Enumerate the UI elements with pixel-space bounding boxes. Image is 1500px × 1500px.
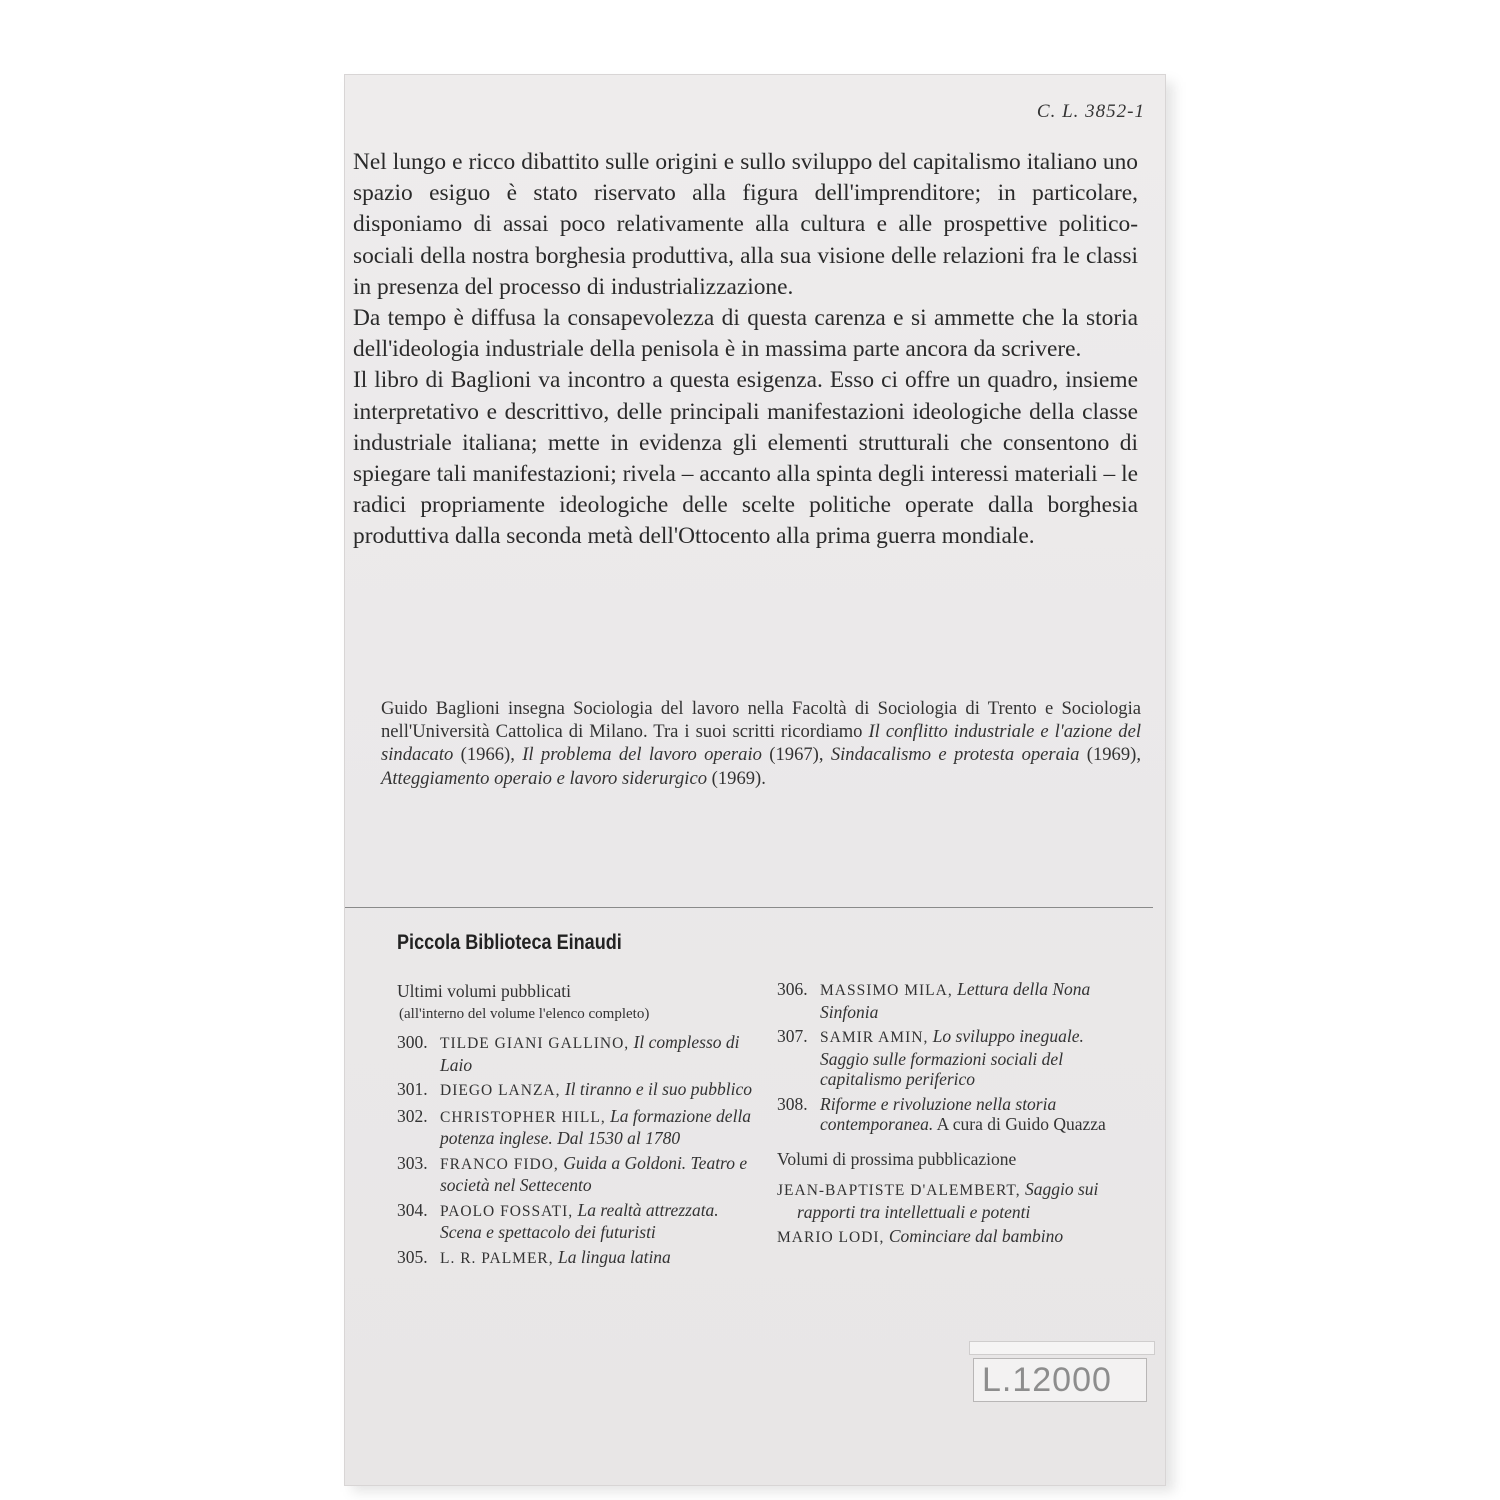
volume-entry xyxy=(397,1032,757,1075)
volume-text xyxy=(440,1153,757,1196)
volume-entry xyxy=(777,979,1129,1022)
volume-number: 307. xyxy=(777,1026,808,1046)
volume-title: Il tiranno e il suo pubblico xyxy=(564,1079,753,1099)
upcoming-text xyxy=(777,1226,1129,1249)
upcoming-title: Cominciare dal bambino xyxy=(888,1226,1064,1246)
volume-entry xyxy=(777,1094,1129,1135)
volume-text xyxy=(440,1200,757,1243)
volume-text xyxy=(820,979,1129,1022)
bio-text: (1966), xyxy=(453,744,523,766)
upcoming-title: Saggio sui rapporti tra intellettuali e potenti xyxy=(797,1179,1099,1222)
price-sticker: L.12000 xyxy=(973,1358,1147,1402)
volume-number: 305. xyxy=(397,1246,428,1267)
volume-title: La formazione della potenza inglese. Dal 1530 al 1780 xyxy=(440,1105,752,1148)
volume-author: L. R. PALMER, xyxy=(440,1249,554,1267)
volume-number: 308. xyxy=(777,1093,808,1114)
upcoming-label: Volumi di prossima pubblicazione xyxy=(777,1148,1017,1169)
volume-entry xyxy=(397,1079,757,1102)
volume-author: FRANCO FIDO, xyxy=(440,1155,559,1173)
blurb-paragraph: Il libro di Baglioni va incontro a questa esigenza. Esso ci offre un quadro, insieme interpretativo e descrittivo, delle principali manifestazioni ideologiche della classe industriale italiana; mette in evidenza gli elementi strutturali che consentono di spiegare tali manifestazioni; rivela – accanto alla spinta degli interessi materiali – le radici propriamente ideologiche delle scelte politiche operate dalla borghesia produttiva dalla seconda metà dell'Ottocento alla prima guerra mondiale. xyxy=(353,367,1138,550)
upcoming-entry xyxy=(777,1179,1129,1222)
volume-text xyxy=(820,1094,1129,1135)
bio-work-title: Sindacalismo e protesta operaia xyxy=(830,744,1080,766)
volume-number: 301. xyxy=(397,1079,428,1099)
volume-title: Il complesso di Laio xyxy=(440,1032,740,1075)
volume-title: La realtà attrezzata. Scena e spettacolo dei futuristi xyxy=(440,1199,719,1242)
volume-author: SAMIR AMIN, xyxy=(820,1029,929,1046)
recent-volumes-left xyxy=(397,981,757,1273)
bio-text: Guido Baglioni insegna Sociologia del lavoro nella Facoltà di Sociologia di Trento e Sociologia nell'Università Cattolica di Milano. Tra i suoi scritti ricordiamo xyxy=(381,698,1141,743)
volume-number: 304. xyxy=(397,1199,428,1220)
volume-text xyxy=(440,1079,757,1102)
recent-volumes-right xyxy=(777,979,1129,1253)
divider-line xyxy=(345,907,1153,908)
volume-author: PAOLO FOSSATI, xyxy=(440,1202,574,1220)
blurb-paragraph: Da tempo è diffusa la consapevolezza di questa carenza e si ammette che la storia dell'ideologia industriale della penisola è in massima parte ancora da scrivere. xyxy=(353,305,1138,363)
volume-entry xyxy=(397,1153,757,1196)
book-back-cover xyxy=(344,74,1166,1486)
volume-entry xyxy=(397,1200,757,1243)
blurb-text xyxy=(353,147,1138,553)
volume-title: Lo sviluppo ineguale. Saggio sulle formazioni sociali del capitalismo periferico xyxy=(820,1026,1084,1089)
volume-entry xyxy=(777,1026,1129,1090)
volume-number: 306. xyxy=(777,979,808,999)
bio-text: (1969). xyxy=(707,767,766,789)
upcoming-volumes xyxy=(777,1149,1129,1249)
volume-number: 302. xyxy=(397,1105,428,1126)
volume-author: TILDE GIANI GALLINO, xyxy=(440,1035,630,1052)
volume-number: 300. xyxy=(397,1032,428,1052)
volume-title: Lettura della Nona Sinfonia xyxy=(820,979,1091,1022)
blurb-paragraph: Nel lungo e ricco dibattito sulle origini e sullo sviluppo del capitalismo italiano uno spazio esiguo è stato riservato alla figura dell'imprenditore; in particolare, disponiamo di assai poco relativamente alla cultura e alle prospettive politico-sociali della nostra borghesia produttiva, alla sua visione delle relazioni fra le classi in presenza del processo di industrializzazione. xyxy=(353,149,1138,300)
volume-text xyxy=(440,1106,757,1149)
volume-entry xyxy=(397,1106,757,1149)
bio-text: (1969), xyxy=(1079,744,1141,766)
price-tag-residue xyxy=(969,1341,1155,1355)
volume-editor: A cura di Guido Quazza xyxy=(936,1114,1106,1134)
volume-text xyxy=(440,1247,757,1270)
volume-text xyxy=(820,1026,1129,1090)
volume-author: DIEGO LANZA, xyxy=(440,1082,561,1099)
upcoming-author: JEAN-BAPTISTE D'ALEMBERT, xyxy=(777,1182,1021,1199)
volume-entry xyxy=(397,1247,757,1270)
volume-author: CHRISTOPHER HILL, xyxy=(440,1108,606,1126)
volume-text xyxy=(440,1032,757,1075)
volume-title: La lingua latina xyxy=(558,1246,671,1267)
volume-title: Riforme e rivoluzione nella storia contemporanea. xyxy=(820,1093,1057,1134)
series-title: Piccola Biblioteca Einaudi xyxy=(397,931,622,954)
catalog-code: C. L. 3852-1 xyxy=(1036,101,1145,122)
upcoming-entry xyxy=(777,1226,1129,1249)
recent-sublabel: (all'interno del volume l'elenco completo) xyxy=(399,1005,650,1022)
volume-author: MASSIMO MILA, xyxy=(820,982,953,999)
bio-work-title: Atteggiamento operaio e lavoro siderurgico xyxy=(381,767,708,789)
bio-work-title: Il problema del lavoro operaio xyxy=(522,744,762,766)
upcoming-author: MARIO LODI, xyxy=(777,1229,885,1246)
volume-title: Guida a Goldoni. Teatro e società nel Settecento xyxy=(440,1152,748,1195)
bio-work-title: Il conflitto industriale e l'azione del sindacato xyxy=(381,721,1141,766)
author-bio xyxy=(381,697,1141,790)
bio-text: (1967), xyxy=(761,744,831,766)
recent-label: Ultimi volumi pubblicati xyxy=(397,981,572,1001)
volume-number: 303. xyxy=(397,1152,428,1173)
upcoming-text xyxy=(777,1179,1129,1222)
